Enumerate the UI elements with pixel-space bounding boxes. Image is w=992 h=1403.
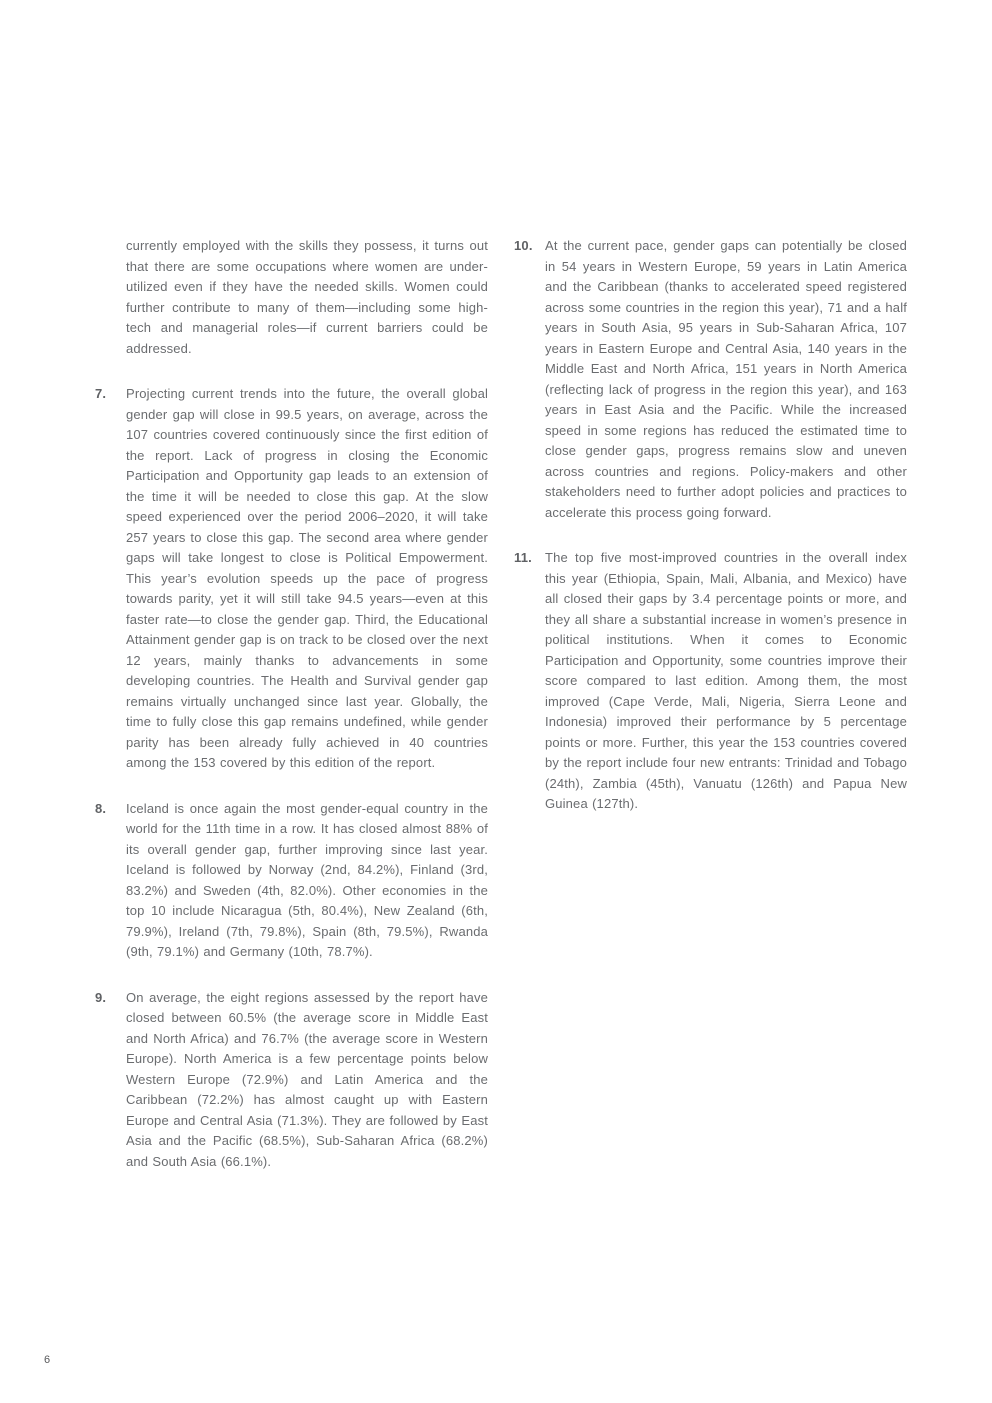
paragraph-9 (95, 988, 488, 1173)
paragraph-text: Projecting current trends into the future, the overall global gender gap will close in 99.5 years, on average, across the 107 countries covered continuously since the first edition of the report. Lack of progress in closing the Economic Participation and Opportunity gap leads to an extension of the time it will be needed to close this gap. At the slow speed experienced over the period 2006–2020, it will take 257 years to close this gap. The second area where gender gaps will take longest to close is Political Empowerment. This year’s evolution speeds up the pace of progress towards parity, yet it will still take 94.5 years—even at this faster rate—to close the gender gap. Third, the Educational Attainment gender gap is on track to be closed over the next 12 years, mainly thanks to advancements in some developing countries. The Health and Survival gender gap remains virtually unchanged since last year. Globally, the time to fully close this gap remains undefined, while gender parity has been already fully achieved in 40 countries among the 153 covered by this edition of the report. (126, 386, 488, 770)
item-number: 10. (514, 238, 533, 253)
paragraph-text: The top five most-improved countries in the overall index this year (Ethiopia, Spain, Mali, Albania, and Mexico) have all closed their gaps by 3.4 percentage points or more, and they all share a substantial increase in women’s presence in political institutions. When it comes to Economic Participation and Opportunity, some countries improve their score compared to last edition. Among them, the most improved (Cape Verde, Mali, Nigeria, Sierra Leone and Indonesia) improved their performance by 5 percentage points or more. Further, this year the 153 countries covered by the report include four new entrants: Trinidad and Tobago (24th), Zambia (45th), Vanuatu (126th) and Papua New Guinea (127th). (545, 550, 907, 811)
paragraph-text: On average, the eight regions assessed by the report have closed between 60.5% (the average score in Middle East and North Africa) and 76.7% (the average score in Western Europe). North America is a few percentage points below Western Europe (72.9%) and Latin America and the Caribbean (72.2%) has almost caught up with Eastern Europe and Central Asia (71.3%). They are followed by East Asia and the Pacific (68.5%), Sub-Saharan Africa (68.2%) and South Asia (66.1%). (126, 989, 488, 1169)
item-number: 11. (514, 550, 532, 565)
paragraph-11 (514, 548, 907, 815)
paragraph-text: At the current pace, gender gaps can potentially be closed in 54 years in Western Europe, 59 years in Latin America and the Caribbean (thanks to accelerated speed registered across some countries in the region this year), 71 and a half years in South Asia, 95 years in Sub-Saharan Africa, 107 years in Eastern Europe and Central Asia, 140 years in the Middle East and North Africa, 151 years in North America (reflecting lack of progress in the region this year), and 163 years in East Asia and the Pacific. While the increased speed in some regions has reduced the estimated time to close gender gaps, progress remains slow and uneven across countries and regions. Policy-makers and other stakeholders need to further adopt policies and practices to accelerate this process going forward. (545, 238, 907, 520)
page-number: 6 (44, 1354, 51, 1366)
item-number: 8. (95, 800, 107, 816)
paragraph-text: Iceland is once again the most gender-equal country in the world for the 11th time in a row. It has closed almost 88% of its overall gender gap, further improving since last year. Iceland is followed by Norway (2nd, 84.2%), Finland (3rd, 83.2%) and Sweden (4th, 82.0%). Other economies in the top 10 include Nicaragua (5th, 80.4%), New Zealand (6th, 79.9%), Ireland (7th, 79.8%), Spain (8th, 79.5%), Rwanda (9th, 79.1%) and Germany (10th, 78.7%). (126, 800, 488, 959)
paragraph-7 (95, 384, 488, 774)
paragraph-8 (95, 799, 488, 963)
left-column (95, 236, 488, 1197)
page-content (95, 236, 907, 1197)
paragraph-text: currently employed with the skills they possess, it turns out that there are some occupations where women are under-utilized even if they have the needed skills. Women could further contribute to many of them—including some high-tech and managerial roles—if current barriers could be addressed. (126, 238, 488, 356)
right-column (514, 236, 907, 1197)
item-number: 7. (95, 386, 107, 401)
paragraph-continuation (95, 236, 488, 359)
item-number (95, 236, 126, 359)
item-number: 9. (95, 989, 107, 1005)
paragraph-10 (514, 236, 907, 523)
